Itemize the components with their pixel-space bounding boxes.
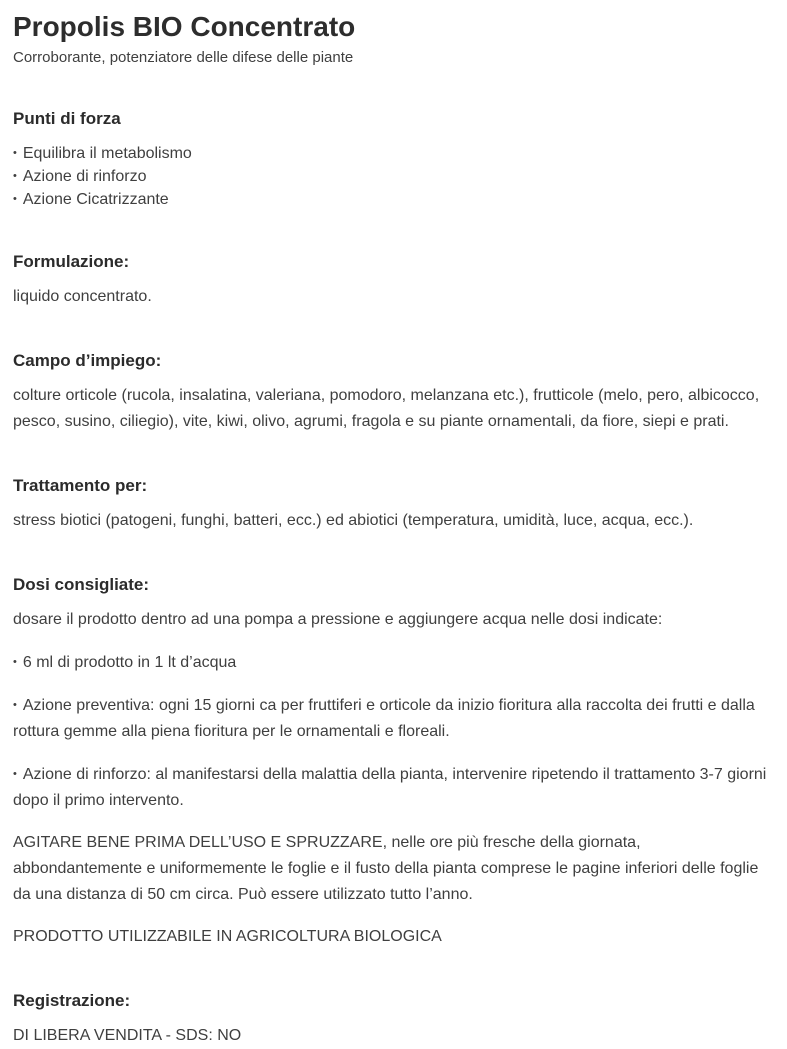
section-registrazione (13, 990, 773, 1049)
bullet-icon: • (13, 768, 17, 780)
paragraph: dosare il prodotto dentro ad una pompa a pressione e aggiungere acqua nelle dosi indicate: (13, 611, 663, 628)
list-item (13, 649, 773, 676)
paragraph: stress biotici (patogeni, funghi, batteri, ecc.) ed abiotici (temperatura, umidità, luce, acqua, ecc.). (13, 512, 694, 529)
section-heading: Dosi consigliate: (13, 575, 150, 594)
bullet-text: Azione di rinforzo (22, 168, 147, 185)
usage-warning-paragraph: AGITARE BENE PRIMA DELL’USO E SPRUZZARE, nelle ore più fresche della giornata, abbondantemente e uniformemente le foglie e il fusto della pianta comprese le pagine inferiori delle foglie da una distanza di 50 cm circa. Può essere utilizzato tutto l’anno. (13, 834, 759, 903)
list-item (13, 142, 773, 165)
list-item (13, 188, 773, 211)
section-campo-dimpiego (13, 350, 773, 435)
bullet-icon: • (13, 656, 17, 668)
page-title: Propolis BIO Concentrato (13, 11, 356, 42)
bullet-text: Equilibra il metabolismo (22, 145, 192, 162)
bullet-text: 6 ml di prodotto in 1 lt d’acqua (22, 654, 237, 671)
bullet-icon: • (13, 193, 17, 205)
page-subtitle: Corroborante, potenziatore delle difese delle piante (13, 49, 354, 66)
section-heading: Formulazione: (13, 252, 130, 271)
list-item (13, 165, 773, 188)
list-item (13, 692, 773, 745)
section-dosi-consigliate (13, 574, 773, 950)
list-item (13, 761, 773, 814)
paragraph: DI LIBERA VENDITA - SDS: NO (13, 1027, 242, 1044)
section-punti-di-forza (13, 108, 773, 211)
bullet-icon: • (13, 699, 17, 711)
section-heading: Trattamento per: (13, 476, 148, 495)
bullet-text: Azione Cicatrizzante (22, 191, 169, 208)
bullet-icon: • (13, 170, 17, 182)
bullet-icon: • (13, 147, 17, 159)
section-heading: Registrazione: (13, 991, 131, 1010)
paragraph: colture orticole (rucola, insalatina, valeriana, pomodoro, melanzana etc.), frutticole (melo, pero, albicocco, pesco, susino, ciliegio), vite, kiwi, olivo, agrumi, fragola e su piante ornamentali, da fiore, siepi e prati. (13, 387, 760, 430)
section-trattamento-per (13, 475, 773, 534)
paragraph: liquido concentrato. (13, 288, 152, 305)
bullet-text: Azione preventiva: ogni 15 giorni ca per fruttiferi e orticole da inizio fioritura alla raccolta dei frutti e dalla rottura gemme alla piena fioritura per le ornamentali e floreali. (13, 697, 755, 740)
section-heading: Campo d’impiego: (13, 351, 162, 370)
section-formulazione (13, 251, 773, 310)
section-heading: Punti di forza (13, 109, 121, 128)
bullet-text: Azione di rinforzo: al manifestarsi della malattia della pianta, intervenire ripetendo il trattamento 3-7 giorni dopo il primo intervento. (13, 766, 767, 809)
organic-farming-paragraph: PRODOTTO UTILIZZABILE IN AGRICOLTURA BIOLOGICA (13, 928, 442, 945)
